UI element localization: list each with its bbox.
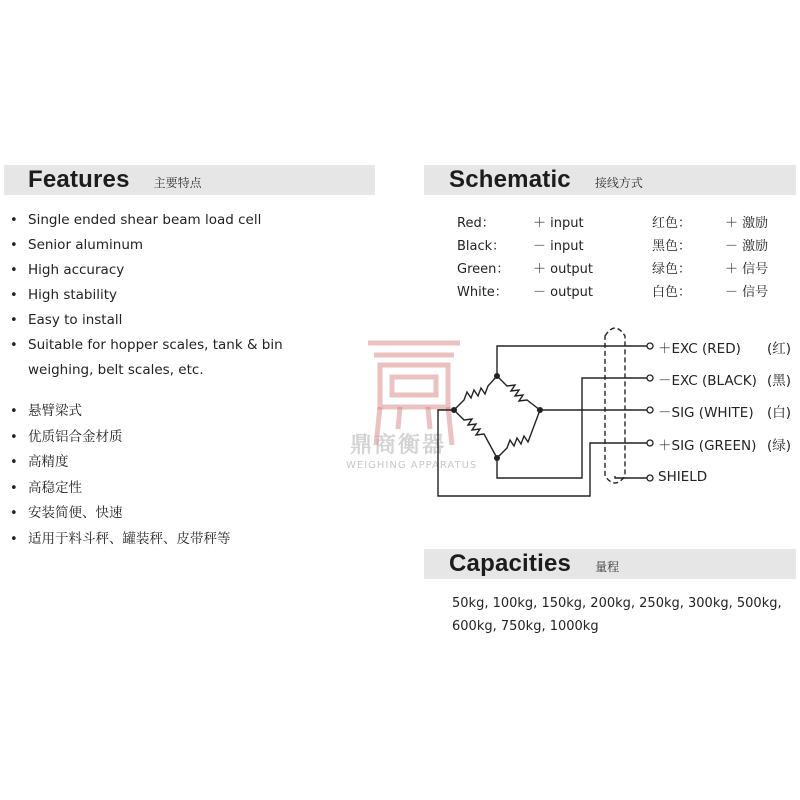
terminal-label: ＋SIG (GREEN) <box>658 438 757 454</box>
terminal-sig-minus <box>647 407 653 413</box>
list-item: • Single ended shear beam load cell <box>10 208 340 233</box>
wire-row-green <box>457 256 787 279</box>
terminal-label: ＋EXC (RED) <box>658 341 741 357</box>
terminal-label: SHIELD <box>658 469 708 485</box>
list-item: • Suitable for hopper scales, tank & bin weighing, belt scales, etc. <box>10 333 340 383</box>
features-list-en <box>10 208 340 383</box>
wire-function-zh: － 激励 <box>725 239 769 254</box>
wire-color-zh: 白色： <box>652 285 692 300</box>
wire-function: － output <box>533 285 594 300</box>
wire-color-zh: 绿色： <box>652 262 692 277</box>
features-list-zh <box>10 399 340 552</box>
wiring-diagram <box>340 318 800 508</box>
wire-function-zh: － 信号 <box>725 285 769 300</box>
resistor-bottom-right <box>497 410 540 458</box>
list-item: • 优质铝合金材质 <box>10 425 340 451</box>
list-item: • 适用于料斗秤、罐装秤、皮带秤等 <box>10 527 340 553</box>
terminal-label: －SIG (WHITE) <box>658 405 754 421</box>
list-item: • Easy to install <box>10 308 340 333</box>
wire-color-zh: 黑色： <box>652 239 692 254</box>
watermark-sub: WEIGHING APPARATUS <box>346 460 478 471</box>
wire-function: － input <box>533 239 584 254</box>
features-subtitle: 主要特点 <box>153 175 202 190</box>
list-item: • 高精度 <box>10 450 340 476</box>
terminal-label-zh: (绿) <box>767 438 792 454</box>
resistor-top-left <box>454 376 497 410</box>
watermark-brand: 鼎商衡器 <box>350 433 447 458</box>
capacities-subtitle: 量程 <box>595 559 620 574</box>
node-bottom <box>494 455 500 461</box>
wire-row-white <box>457 279 787 302</box>
schematic-title: Schematic <box>449 166 571 193</box>
wire-function-zh: ＋ 激励 <box>725 216 769 231</box>
node-right <box>537 407 543 413</box>
resistor-bottom-left <box>454 410 497 458</box>
list-item: • Senior aluminum <box>10 233 340 258</box>
wire-function: ＋ input <box>533 216 584 231</box>
terminal-label-zh: (红) <box>767 341 792 357</box>
terminal-label-zh: (黑) <box>767 373 792 389</box>
capacities-title: Capacities <box>449 550 572 577</box>
node-top <box>494 373 500 379</box>
shield-outline <box>605 328 625 483</box>
features-title: Features <box>28 166 130 193</box>
wire-color: White： <box>457 285 508 300</box>
capacities-header <box>424 549 796 579</box>
wire-color-table <box>457 210 787 302</box>
features-header <box>4 165 375 195</box>
resistor-top-right <box>497 376 540 410</box>
wire-shield <box>615 476 648 478</box>
list-item: • High stability <box>10 283 340 308</box>
wire-function-zh: ＋ 信号 <box>725 262 769 277</box>
wire-row-red <box>457 210 787 233</box>
terminal-exc-minus <box>647 375 653 381</box>
wire-function: ＋ output <box>533 262 594 277</box>
wire-row-black <box>457 233 787 256</box>
list-item: • High accuracy <box>10 258 340 283</box>
list-item: • 高稳定性 <box>10 476 340 502</box>
capacities-text: 50kg, 100kg, 150kg, 200kg, 250kg, 300kg, 500kg, 600kg, 750kg, 1000kg <box>452 596 782 634</box>
terminal-shield <box>647 475 653 481</box>
wire-color: Green： <box>457 262 510 277</box>
schematic-header <box>424 165 796 195</box>
node-left <box>451 407 457 413</box>
terminal-label: －EXC (BLACK) <box>658 373 757 389</box>
list-item: • 安装简便、快速 <box>10 501 340 527</box>
terminal-exc-plus <box>647 343 653 349</box>
wire-color: Black： <box>457 239 506 254</box>
wire-color-zh: 红色： <box>652 216 692 231</box>
terminal-label-zh: (白) <box>767 405 792 421</box>
terminal-sig-plus <box>647 440 653 446</box>
schematic-subtitle: 接线方式 <box>594 175 643 190</box>
wire-color: Red： <box>457 216 495 231</box>
list-item: • 悬臂梁式 <box>10 399 340 425</box>
